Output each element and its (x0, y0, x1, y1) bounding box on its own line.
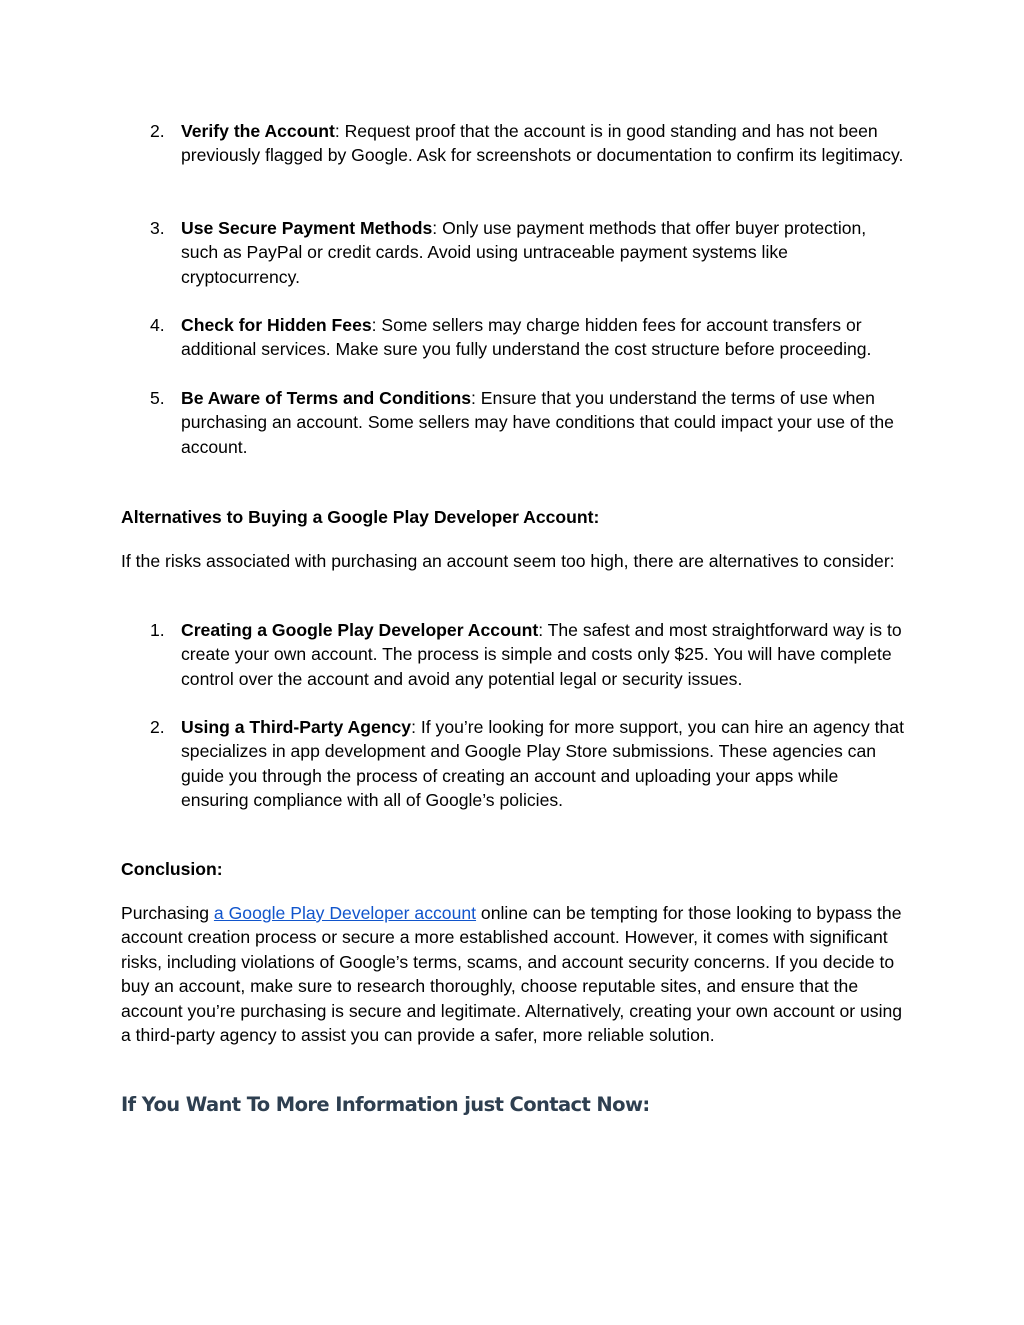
conclusion-text-end: online can be tempting for those looking to bypass the account creation process or secure a more established account. However, it comes with significant risks, including violations of Google’s terms, scams, and account security concerns. If you decide to buy an account, make sure to research thoroughly, choose reputable sites, and ensure that the account you’re purchasing is secure and legitimate. Alternatively, creating your own account or using a third-party agency to assist you can provide a safer, more reliable solution. (121, 903, 903, 1046)
list-item-title: Using a Third-Party Agency (181, 717, 412, 737)
conclusion-heading: Conclusion: (121, 859, 223, 879)
list-item-body (181, 618, 907, 691)
list-item-number: 2. (150, 717, 165, 737)
conclusion-paragraph (121, 901, 907, 1047)
list-item-title: Check for Hidden Fees (181, 315, 372, 335)
list-item-text: : The safest and most straightforward way is to create your own account. The process is simple and costs only $25. You will have complete control over the account and avoid any potential legal or security issues. (181, 620, 902, 689)
list-item-title: Verify the Account (181, 121, 335, 141)
list-item-text: : Only use payment methods that offer buyer protection, such as PayPal or credit cards. Avoid using untraceable payment systems like cryptocurrency. (181, 218, 867, 287)
list-item-text: : Some sellers may charge hidden fees for account transfers or additional services. Make sure you fully understand the cost structure before proceeding. (181, 315, 872, 360)
list-item-body (181, 216, 907, 289)
list-item-number: 3. (150, 218, 165, 238)
conclusion-text-start: Purchasing (121, 903, 214, 923)
list-item-text: : If you’re looking for more support, you can hire an agency that specializes in app development and Google Play Store submissions. These agencies can guide you through the process of creating an account and uploading your apps while ensuring compliance with all of Google’s policies. (181, 717, 904, 811)
list-item-body (181, 313, 907, 362)
list-item-body (181, 119, 907, 168)
list-item-number: 4. (150, 315, 165, 335)
alternatives-intro: If the risks associated with purchasing an account seem too high, there are alternatives to consider: (121, 551, 895, 571)
list-item-title: Be Aware of Terms and Conditions (181, 388, 472, 408)
list-item-body (181, 715, 907, 813)
list-item-title: Creating a Google Play Developer Account (181, 620, 539, 640)
list-item-number: 2. (150, 121, 165, 141)
list-item-number: 5. (150, 388, 165, 408)
alternatives-heading: Alternatives to Buying a Google Play Developer Account: (121, 507, 600, 527)
contact-heading: If You Want To More Information just Contact Now: (121, 1093, 650, 1116)
list-item-number: 1. (150, 620, 165, 640)
developer-account-link[interactable]: a Google Play Developer account (213, 903, 477, 923)
list-item-text: : Request proof that the account is in good standing and has not been previously flagged by Google. Ask for screenshots or documentation to confirm its legitimacy. (181, 121, 904, 166)
list-item-text: : Ensure that you understand the terms of use when purchasing an account. Some sellers may have conditions that could impact your use of the account. (181, 388, 894, 457)
list-item-title: Use Secure Payment Methods (181, 218, 433, 238)
list-item-body (181, 386, 907, 459)
